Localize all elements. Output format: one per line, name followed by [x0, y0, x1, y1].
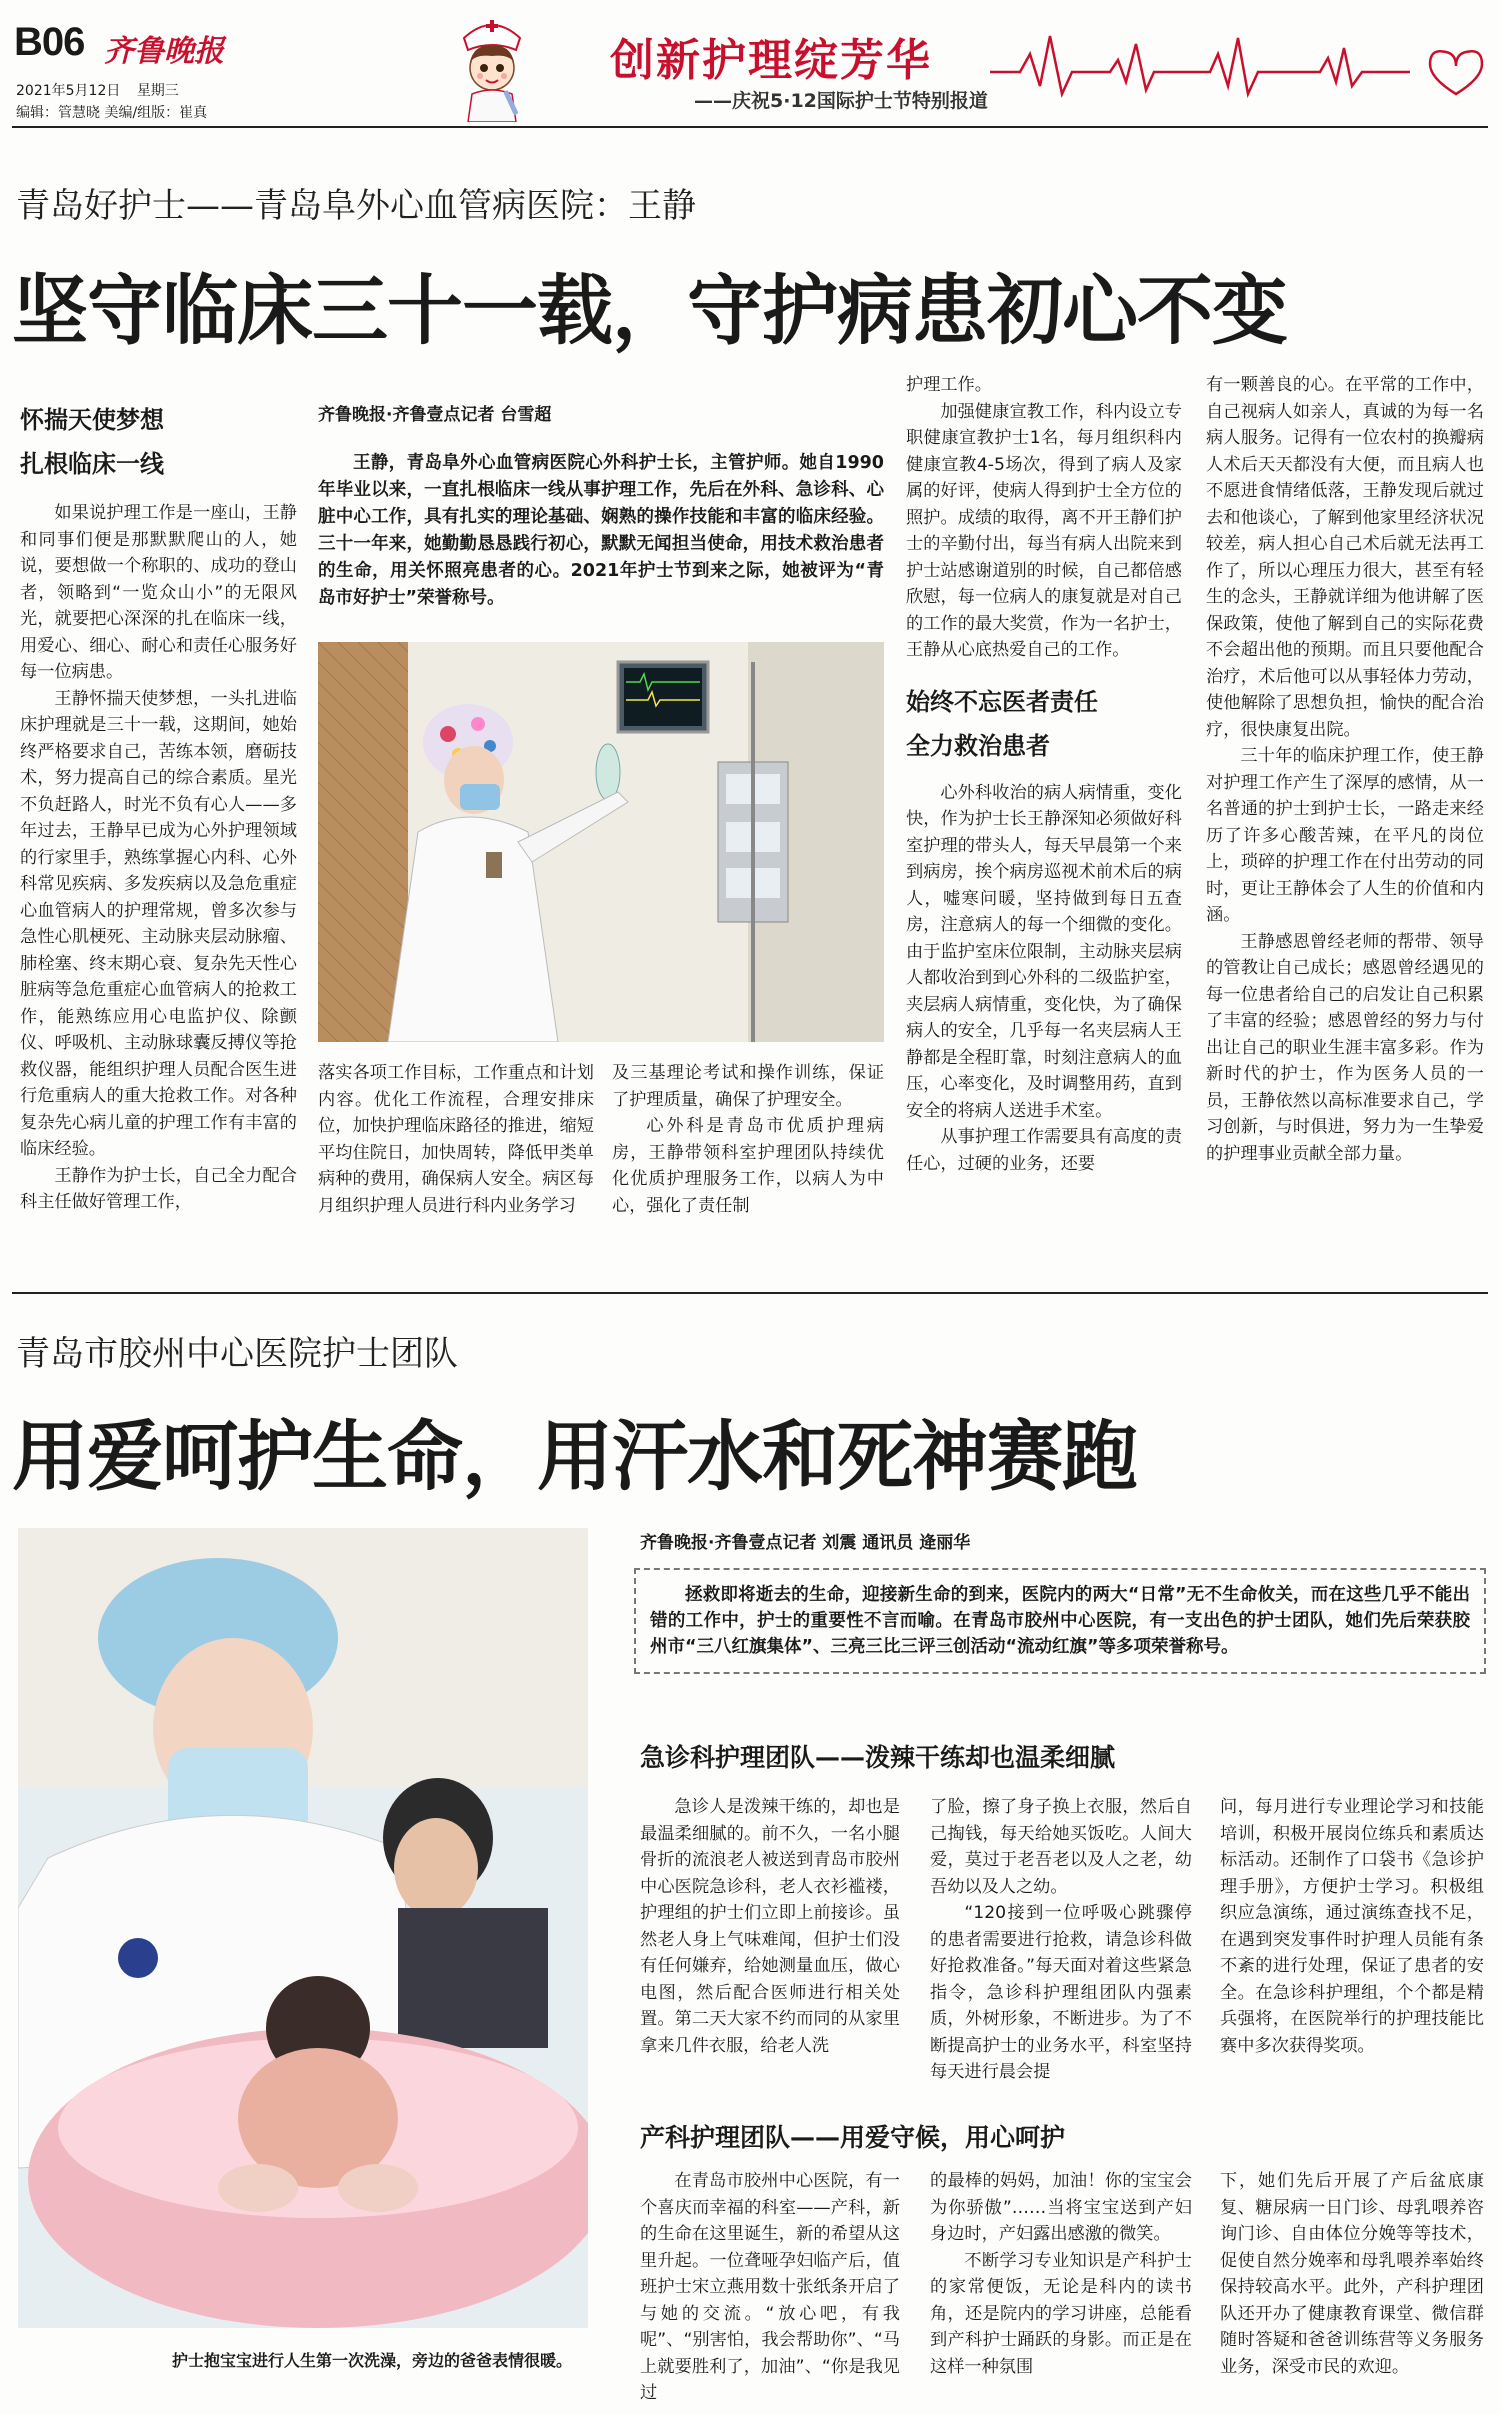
date-text: 2021年5月12日 — [16, 83, 121, 99]
paragraph: 有一颗善良的心。在平常的工作中，自己视病人如亲人，真诚的为每一名病人服务。记得有一位农村的换瓣病人术后天天都没有大便，而且病人也不愿进食情绪低落，王静发现后就过去和他谈心，了解到他家里经济状况较差，病人担心自己术后就无法再工作了，所以心理压力很大，甚至有轻生的念头，王静就详细为他讲解了医保政策，使他了解到自己的实际花费不会超出他的预期。而且只要他配合治疗，术后他可以从事轻体力劳动，使他解除了思想负担，愉快的配合治疗，很快康复出院。 — [1206, 375, 1484, 740]
article2-obstetrics-col-3 — [1220, 2168, 1484, 2404]
nurse-cartoon-icon — [452, 10, 532, 122]
article1-column-4 — [906, 372, 1182, 1270]
article2-emergency-col-3 — [1220, 1794, 1484, 2080]
article1-byline: 齐鲁晚报·齐鲁壹点记者 台雪超 — [318, 405, 552, 425]
paragraph: 心外科收治的病人病情重，变化快，作为护士长王静深知必须做好科室护理的带头人，每天早晨第一个来到病房，挨个病房巡视术前术后的病人，嘘寒问暖，坚持做到每日五查房，注意病人的每一个细微的变化。由于监护室床位限制，主动脉夹层病人都收治到到心外科的二级监护室，夹层病人病情重，变化快，为了确保病人的安全，几乎每一名夹层病人王静都是全程盯靠，时刻注意病人的血压，心率变化，及时调整用药，直到安全的将病人送进手术室。 — [906, 782, 1182, 1121]
article1-subhead-1a: 怀揣天使梦想 — [20, 406, 164, 434]
masthead-rule — [12, 126, 1488, 128]
banner-subtitle: ——庆祝5·12国际护士节特别报道 — [694, 90, 988, 112]
issue-date — [16, 80, 179, 100]
paragraph: 下，她们先后开展了产后盆底康复、糖尿病一日门诊、母乳喂养咨询门诊、自由体位分娩等等技术，促使自然分娩率和母乳喂养率始终保持较高水平。此外，产科护理团队还开办了健康教育课堂、微信群随时答疑和爸爸训练营等义务服务业务，深受市民的欢迎。 — [1220, 2171, 1484, 2377]
weekday-text: 星期三 — [136, 83, 179, 99]
paragraph: 从事护理工作需要具有高度的责任心，过硬的业务，还要 — [906, 1127, 1182, 1174]
article1-subhead-1b: 扎根临床一线 — [20, 450, 164, 478]
paper-name: 齐鲁晚报 — [104, 34, 224, 69]
editors-credit: 编辑：管慧晓 美编/组版：崔真 — [16, 105, 208, 121]
paragraph: 加强健康宣教工作，科内设立专职健康宣教护士1名，每月组织科内健康宣教4-5场次，得到了病人及家属的好评，使病人得到护士全方位的照护。成绩的取得，离不开王静们护士的辛勤付出，每当有病人出院来到护士站感谢道别的时候，自己都倍感欣慰，每一位病人的康复就是对自己的工作的最大奖赏，作为一名护士，王静从心底热爱自己的工作。 — [906, 401, 1182, 660]
article2-lead: 拯救即将逝去的生命，迎接新生命的到来，医院内的两大“日常”无不生命攸关，而在这些几乎不能出错的工作中，护士的重要性不言而喻。在青岛市胶州中心医院，有一支出色的护士团队，她们先后荣获胶州市“三八红旗集体”、三亮三比三评三创活动“流动红旗”等多项荣誉称号。 — [650, 1585, 1470, 1657]
paragraph: 护理工作。 — [906, 375, 992, 395]
paragraph: 落实各项工作目标，工作重点和计划内容。优化工作流程，合理安排床位，加快护理临床路径的推进，缩短平均住院日，加快周转，降低甲类单病种的费用，确保病人安全。病区每月组织护理人员进行科内业务学习 — [318, 1063, 594, 1216]
paragraph: 王静作为护士长，自己全力配合科主任做好管理工作， — [20, 1165, 297, 1212]
article1-subhead-2a: 始终不忘医者责任 — [906, 687, 1098, 716]
article2-kicker: 青岛市胶州中心医院护士团队 — [16, 1334, 458, 1374]
paragraph: 心外科是青岛市优质护理病房，王静带领科室护理团队持续优化优质护理服务工作，以病人为中心，强化了责任制 — [612, 1116, 884, 1216]
paragraph: 问，每月进行专业理论学习和技能培训，积极开展岗位练兵和素质达标活动。还制作了口袋书《急诊护理手册》，方便护士学习。积极组织应急演练，通过演练查找不足，在遇到突发事件时护理人员能有条不紊的进行处理，保证了患者的安全。在急诊科护理组，个个都是精兵强将，在医院举行的护理技能比赛中多次获得奖项。 — [1220, 1797, 1484, 2056]
paragraph: 了脸，擦了身子换上衣服，然后自己掏钱，每天给她买饭吃。人间大爱，莫过于老吾老以及人之老，幼吾幼以及人之幼。 — [930, 1797, 1192, 1897]
nurse-at-monitor-photo — [318, 642, 884, 1042]
paragraph: 王静怀揣天使梦想，一头扎进临床护理就是三十一载，这期间，她始终严格要求自己，苦练本领，磨砺技术，努力提高自己的综合素质。星光不负赶路人，时光不负有心人——多年过去，王静早已成为心外护理领域的行家里手，熟练掌握心内科、心外科常见疾病、多发疾病以及急危重症心血管病人的护理常规，曾多次参与急性心肌梗死、主动脉夹层动脉瘤、肺栓塞、终末期心衰、复杂先天性心脏病等急危重症心血管病人的抢救工作，能熟练应用心电监护仪、除颤仪、呼吸机、主动脉球囊反搏仪等抢救仪器，能组织护理人员配合医生进行危重病人的重大抢救工作。对各种复杂先心病儿童的护理工作有丰富的临床经验。 — [20, 688, 297, 1159]
paragraph: 不断学习专业知识是产科护士的家常便饭，无论是科内的读书角，还是院内的学习讲座，总能看到产科护士踊跃的身影。而正是在这样一种氛围 — [930, 2250, 1192, 2377]
article1-column-5 — [1206, 372, 1484, 1270]
article1-kicker: 青岛好护士——青岛阜外心血管病医院：王静 — [16, 186, 696, 226]
paragraph: 王静感恩曾经老师的帮带、领导的管教让自己成长；感恩曾经遇见的每一位患者给自己的启发让自己积累了丰富的经验；感恩曾经的努力与付出让自己的职业生涯丰富多彩。作为新时代的护士，作为医务人员的一员，王静依然以高标准要求自己，学习创新，与时俱进，努力为一生挚爱的护理事业贡献全部力量。 — [1206, 931, 1484, 1164]
article1-subhead-2b: 全力救治患者 — [906, 731, 1050, 760]
banner-title: 创新护理绽芳华 — [610, 35, 932, 86]
article1-lead: 王静，青岛阜外心血管病医院心外科护士长，主管护师。她自1990年毕业以来，一直扎根临床一线从事护理工作，先后在外科、急诊科、心脏中心工作，具有扎实的理论基础、娴熟的操作技能和丰富的临床经验。三十一年来，她勤勤恳恳践行初心，默默无闻担当使命，用技术救治患者的生命，用关怀照亮患者的心。2021年护士节到来之际，她被评为“青岛市好护士”荣誉称号。 — [318, 453, 884, 608]
article2-headline: 用爱呵护生命，用汗水和死神赛跑 — [12, 1412, 1137, 1501]
paragraph: “120接到一位呼吸心跳骤停的患者需要进行抢救，请急诊科做好抢救准备。”每天面对着这些紧急指令，急诊科护理组团队内强素质，外树形象，不断进步。为了不断提高护士的业务水平，科室坚持每天进行晨会提 — [930, 1903, 1192, 2080]
article2-lead-box — [634, 1568, 1486, 1674]
photo-caption: 护士抱宝宝进行人生第一次洗澡，旁边的爸爸表情很暖。 — [172, 2351, 573, 2370]
heartbeat-line-icon — [990, 24, 1490, 104]
section-divider — [12, 1292, 1488, 1294]
masthead — [0, 0, 1500, 130]
article1-headline: 坚守临床三十一载，守护病患初心不变 — [12, 266, 1287, 355]
paragraph: 在青岛市胶州中心医院，有一个喜庆而幸福的科室——产科，新的生命在这里诞生，新的希望从这里升起。一位聋哑孕妇临产后，值班护士宋立燕用数十张纸条开启了与她的交流。“放心吧，有我呢”、“别害怕，我会帮助你”、“马上就要胜利了，加油”、“你是我见过 — [640, 2171, 900, 2403]
article1-column-2 — [318, 1060, 594, 1270]
article2-subhead-1: 急诊科护理团队——泼辣干练却也温柔细腻 — [640, 1743, 1116, 1772]
page-number: B06 — [14, 20, 85, 64]
paragraph: 如果说护理工作是一座山，王静和同事们便是那默默爬山的人，她说，要想做一个称职的、成功的登山者，领略到“一览众山小”的无限风光，就要把心深深的扎在临床一线，用爱心、细心、耐心和责任心服务好每一位病患。 — [20, 503, 297, 682]
article2-obstetrics-col-1 — [640, 2168, 900, 2404]
article2-byline: 齐鲁晚报·齐鲁壹点记者 刘震 通讯员 逄丽华 — [640, 1533, 971, 1553]
paragraph: 及三基理论考试和操作训练，保证了护理质量，确保了护理安全。 — [612, 1063, 884, 1110]
article2-subhead-2: 产科护理团队——用爱守候，用心呵护 — [640, 2123, 1066, 2152]
article2-emergency-col-2 — [930, 1794, 1192, 2080]
paragraph: 三十年的临床护理工作，使王静对护理工作产生了深厚的感情，从一名普通的护士到护士长，一路走来经历了许多心酸苦辣，在平凡的岗位上，琐碎的护理工作在付出劳动的同时，更让王静体会了人生的价值和内涵。 — [1206, 746, 1484, 925]
paragraph: 急诊人是泼辣干练的，却也是最温柔细腻的。前不久，一名小腿骨折的流浪老人被送到青岛市胶州中心医院急诊科，老人衣衫褴褛，护理组的护士们立即上前接诊。虽然老人身上气味难闻，但护士们没有任何嫌弃，给她测量血压，做心电图，然后配合医师进行相关处置。第二天大家不约而同的从家里拿来几件衣服，给老人洗 — [640, 1797, 900, 2056]
article1-column-1 — [20, 398, 297, 1270]
paragraph: 的最棒的妈妈，加油！你的宝宝会为你骄傲”……当将宝宝送到产妇身边时，产妇露出感激的微笑。 — [930, 2171, 1192, 2244]
article2-obstetrics-col-2 — [930, 2168, 1192, 2404]
baby-bath-photo — [18, 1528, 588, 2328]
article1-column-3 — [612, 1060, 884, 1270]
article2-emergency-col-1 — [640, 1794, 900, 2080]
